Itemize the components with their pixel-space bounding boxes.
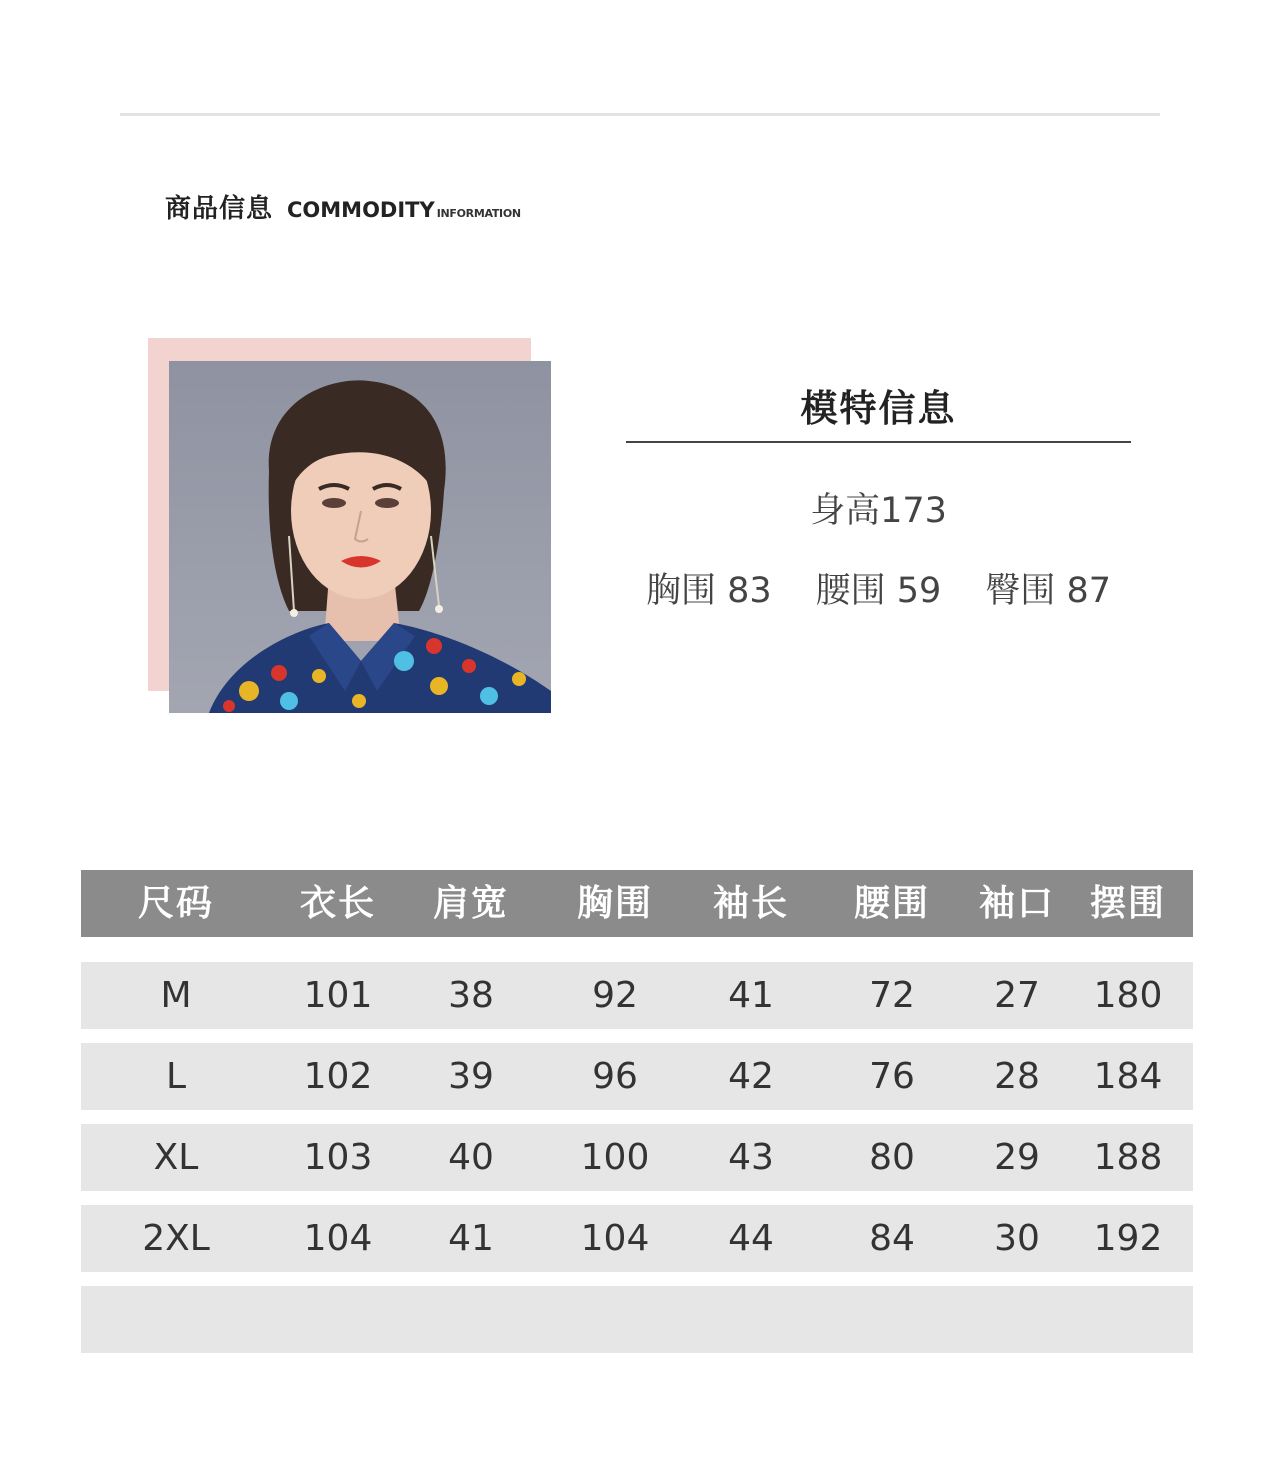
header-cell-length: 衣长 [299,883,377,924]
section-title-en: COMMODITY [287,198,435,222]
model-waist: 腰围 59 [815,571,942,611]
table-cell: 104 [580,1218,650,1259]
section-title-cn: 商品信息 [165,194,274,224]
model-info-divider [626,441,1131,443]
table-cell: 40 [448,1137,494,1178]
table-cell: 42 [728,1056,774,1097]
model-hip: 臀围 87 [985,571,1111,611]
table-cell: 104 [303,1218,373,1259]
table-cell: 102 [303,1056,373,1097]
table-row [81,1124,1193,1191]
table-cell: 180 [1093,975,1163,1016]
section-title [165,188,521,225]
table-cell: 96 [592,1056,638,1097]
table-cell: 2XL [142,1218,210,1259]
table-cell: 44 [728,1218,774,1259]
table-cell: 188 [1093,1137,1163,1178]
table-cell: 92 [592,975,638,1016]
table-cell: 192 [1093,1218,1163,1259]
table-cell: 41 [448,1218,494,1259]
header-cell-bust: 胸围 [576,883,654,924]
header-cell-size: 尺码 [137,883,215,924]
table-cell: 80 [869,1137,915,1178]
model-photo [169,361,551,713]
header-cell-shoulder: 肩宽 [432,883,510,924]
model-measurements [626,563,1131,613]
table-row [81,962,1193,1029]
table-cell: 84 [869,1218,915,1259]
header-cell-cuff: 袖口 [978,883,1056,924]
table-cell: 41 [728,975,774,1016]
table-cell: 100 [580,1137,650,1178]
table-cell: 39 [448,1056,494,1097]
table-cell: 28 [994,1056,1040,1097]
header-cell-waist: 腰围 [853,883,931,924]
table-cell: 43 [728,1137,774,1178]
section-title-en-small: INFORMATION [436,207,521,220]
table-cell: 101 [303,975,373,1016]
model-info-title: 模特信息 [800,387,957,430]
top-divider [120,113,1160,116]
table-cell: M [160,975,192,1016]
table-row [81,1043,1193,1110]
table-cell: 184 [1093,1056,1163,1097]
header-cell-hem: 摆围 [1089,883,1167,924]
table-cell: 29 [994,1137,1040,1178]
size-table-header [81,870,1193,937]
table-cell: L [165,1056,187,1097]
table-cell: XL [153,1137,199,1178]
header-cell-sleeve: 袖长 [712,883,790,924]
model-height: 身高173 [810,491,947,531]
model-bust: 胸围 83 [646,571,772,611]
table-cell: 30 [994,1218,1040,1259]
table-row [81,1205,1193,1272]
table-cell: 38 [448,975,494,1016]
table-cell: 103 [303,1137,373,1178]
table-cell: 27 [994,975,1040,1016]
model-portrait-illustration [169,361,551,713]
table-row-empty [81,1286,1193,1353]
table-cell: 76 [869,1056,915,1097]
table-cell: 72 [869,975,915,1016]
